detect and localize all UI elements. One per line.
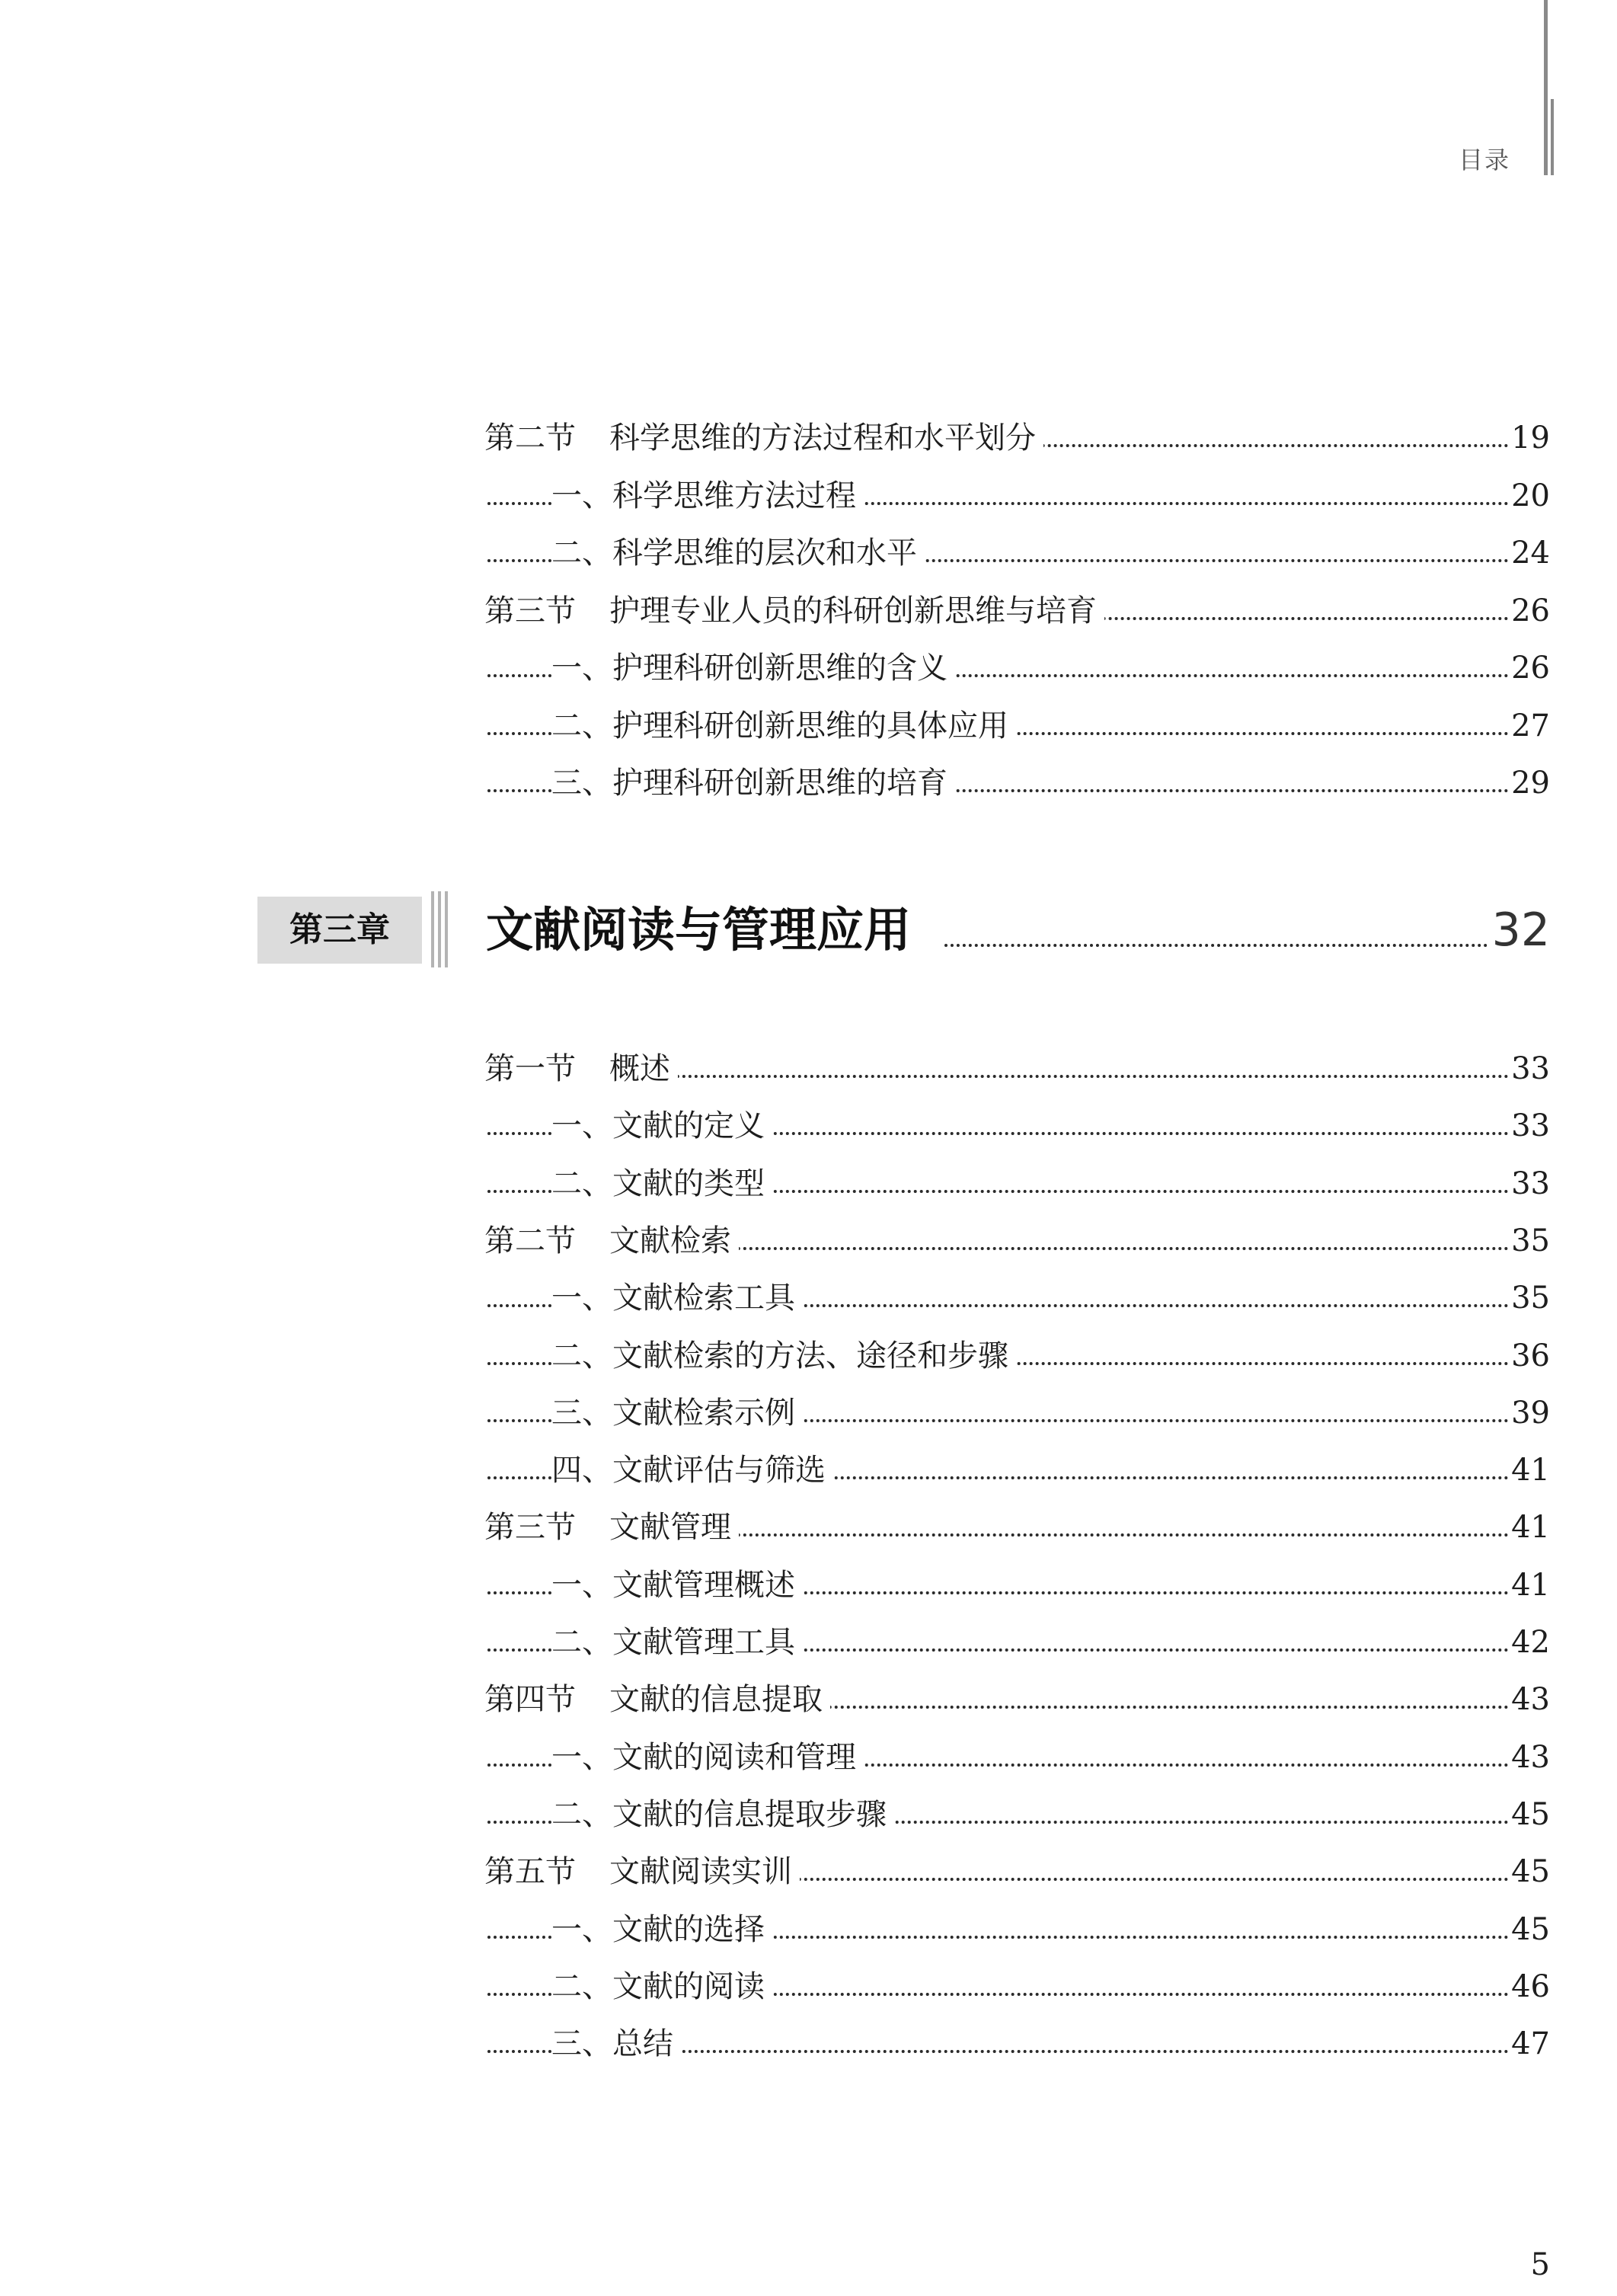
toc-page-number: 41 bbox=[1508, 1562, 1550, 1608]
toc-entry-title: 一、文献的阅读和管理 bbox=[551, 1739, 856, 1775]
toc-entry-label bbox=[484, 1046, 678, 1092]
toc-entry-label bbox=[551, 2021, 681, 2067]
toc-page-number: 26 bbox=[1508, 645, 1550, 691]
section-number: 第二节 bbox=[484, 1223, 576, 1258]
section-number: 第五节 bbox=[484, 1854, 576, 1890]
toc-entry-label bbox=[551, 1275, 803, 1321]
toc-item[interactable] bbox=[0, 1562, 1617, 1608]
toc-page-number: 43 bbox=[1508, 1677, 1550, 1722]
toc-page-number: 20 bbox=[1508, 473, 1550, 519]
header-rule bbox=[1544, 0, 1555, 175]
toc-section[interactable] bbox=[0, 1505, 1617, 1550]
toc-entry-title: 二、文献的阅读 bbox=[551, 1968, 765, 2004]
section-number: 第三节 bbox=[484, 593, 576, 628]
toc-page-number: 45 bbox=[1508, 1907, 1550, 1952]
toc-entry-title: 三、总结 bbox=[551, 2026, 673, 2062]
toc-entry-title: 二、文献的信息提取步骤 bbox=[551, 1796, 887, 1832]
toc-item[interactable] bbox=[0, 703, 1617, 749]
toc-entry-label bbox=[551, 645, 955, 691]
toc-entry-title: 二、文献检索的方法、途径和步骤 bbox=[551, 1338, 1008, 1373]
toc-entry-label bbox=[551, 1964, 772, 2010]
toc-page-number: 39 bbox=[1508, 1390, 1550, 1436]
toc-entry-label bbox=[551, 1103, 772, 1149]
chapter-page-number: 32 bbox=[1488, 894, 1550, 967]
page-number: 5 bbox=[1530, 2247, 1550, 2282]
header-rule-short bbox=[1551, 99, 1554, 175]
toc-entry-title: 一、文献的定义 bbox=[551, 1108, 765, 1144]
toc-item[interactable] bbox=[0, 1620, 1617, 1665]
toc-entry-title: 一、科学思维方法过程 bbox=[551, 478, 856, 513]
toc-entry-label bbox=[551, 530, 925, 576]
toc-entry-label bbox=[551, 1907, 772, 1952]
toc-entry-label bbox=[551, 1735, 864, 1780]
toc-section[interactable] bbox=[0, 1849, 1617, 1895]
toc-entry-label bbox=[551, 1390, 803, 1436]
toc-entry-title: 科学思维的方法过程和水平划分 bbox=[609, 421, 1036, 456]
toc-page-number: 46 bbox=[1508, 1964, 1550, 2010]
toc-item[interactable] bbox=[0, 1333, 1617, 1379]
toc-item[interactable] bbox=[0, 1161, 1617, 1207]
toc-item[interactable] bbox=[0, 530, 1617, 576]
running-head: 目录 bbox=[1458, 145, 1510, 174]
toc-item[interactable] bbox=[0, 1792, 1617, 1837]
toc-page-number: 45 bbox=[1508, 1792, 1550, 1837]
toc-item[interactable] bbox=[0, 1390, 1617, 1436]
toc-entry-title: 文献的信息提取 bbox=[609, 1682, 823, 1718]
chapter-divider-bars bbox=[431, 891, 454, 967]
toc-entry-label bbox=[484, 415, 1043, 461]
toc-entry-label bbox=[484, 1849, 800, 1895]
toc-page-number: 26 bbox=[1508, 588, 1550, 634]
toc-item[interactable] bbox=[0, 645, 1617, 691]
toc-entry-label bbox=[551, 1562, 803, 1608]
toc-item[interactable] bbox=[0, 1907, 1617, 1952]
toc-entry-label bbox=[551, 1161, 772, 1207]
toc-entry-label bbox=[551, 1620, 803, 1665]
toc-page-number: 41 bbox=[1508, 1505, 1550, 1550]
toc-page-number: 33 bbox=[1508, 1161, 1550, 1207]
toc-section[interactable] bbox=[0, 1046, 1617, 1092]
toc-page-number: 27 bbox=[1508, 703, 1550, 749]
toc-entry-label bbox=[484, 588, 1104, 634]
toc-item[interactable] bbox=[0, 760, 1617, 806]
toc-entry-title: 二、文献的类型 bbox=[551, 1166, 765, 1201]
chapter-leader-dots bbox=[944, 944, 1494, 947]
toc-item[interactable] bbox=[0, 1964, 1617, 2010]
section-number: 第一节 bbox=[484, 1051, 576, 1086]
toc-entry-label bbox=[551, 1333, 1016, 1379]
toc-item[interactable] bbox=[0, 1735, 1617, 1780]
toc-page-number: 33 bbox=[1508, 1103, 1550, 1149]
toc-entry-label bbox=[484, 1505, 739, 1550]
toc-section[interactable] bbox=[0, 588, 1617, 634]
section-number: 第三节 bbox=[484, 1510, 576, 1546]
toc-entry-label bbox=[551, 1447, 833, 1493]
toc-page-number: 42 bbox=[1508, 1620, 1550, 1665]
toc-page-number: 45 bbox=[1508, 1849, 1550, 1895]
toc-entry-title: 护理专业人员的科研创新思维与培育 bbox=[609, 593, 1097, 628]
toc-section[interactable] bbox=[0, 1677, 1617, 1722]
toc-item[interactable] bbox=[0, 1275, 1617, 1321]
section-number: 第四节 bbox=[484, 1682, 576, 1718]
toc-entry-title: 一、护理科研创新思维的含义 bbox=[551, 651, 948, 686]
toc-page-number: 41 bbox=[1508, 1447, 1550, 1493]
toc-entry-title: 二、护理科研创新思维的具体应用 bbox=[551, 708, 1008, 743]
header-rule-long bbox=[1544, 0, 1548, 175]
chapter-heading[interactable] bbox=[0, 887, 1617, 971]
toc-entry-title: 二、科学思维的层次和水平 bbox=[551, 536, 917, 571]
toc-page-number: 35 bbox=[1508, 1275, 1550, 1321]
toc-entry-label bbox=[484, 1677, 830, 1722]
section-number: 第二节 bbox=[484, 421, 576, 456]
toc-entry-title: 一、文献管理概述 bbox=[551, 1567, 795, 1603]
toc-entry-title: 三、文献检索示例 bbox=[551, 1395, 795, 1431]
toc-entry-label bbox=[484, 1218, 739, 1264]
toc-section[interactable] bbox=[0, 415, 1617, 461]
toc-entry-title: 三、护理科研创新思维的培育 bbox=[551, 766, 948, 801]
toc-entry-label bbox=[551, 703, 1016, 749]
toc-page-number: 33 bbox=[1508, 1046, 1550, 1092]
toc-entry-title: 文献阅读实训 bbox=[609, 1854, 792, 1890]
toc-page-number: 24 bbox=[1508, 530, 1550, 576]
toc-item[interactable] bbox=[0, 1103, 1617, 1149]
toc-entry-title: 概述 bbox=[609, 1051, 670, 1086]
toc-entry-label bbox=[551, 760, 955, 806]
toc-page-number: 47 bbox=[1508, 2021, 1550, 2067]
toc-page-number: 35 bbox=[1508, 1218, 1550, 1264]
toc-entry-title: 四、文献评估与筛选 bbox=[551, 1453, 826, 1489]
toc-page-number: 29 bbox=[1508, 760, 1550, 806]
toc-entry-label bbox=[551, 1792, 894, 1837]
toc-entry-title: 二、文献管理工具 bbox=[551, 1625, 795, 1660]
toc-page-number: 19 bbox=[1508, 415, 1550, 461]
toc-entry-label bbox=[551, 473, 864, 519]
toc-item[interactable] bbox=[0, 473, 1617, 519]
toc-entry-title: 一、文献检索工具 bbox=[551, 1281, 795, 1316]
toc-page-number: 43 bbox=[1508, 1735, 1550, 1780]
toc-item[interactable] bbox=[0, 2021, 1617, 2067]
toc-page-number: 36 bbox=[1508, 1333, 1550, 1379]
toc-section[interactable] bbox=[0, 1218, 1617, 1264]
chapter-title: 文献阅读与管理应用 bbox=[486, 894, 920, 967]
toc-item[interactable] bbox=[0, 1447, 1617, 1493]
toc-entry-title: 一、文献的选择 bbox=[551, 1911, 765, 1947]
toc-entry-title: 文献管理 bbox=[609, 1510, 731, 1546]
toc-entry-title: 文献检索 bbox=[609, 1223, 731, 1258]
chapter-badge: 第三章 bbox=[257, 897, 422, 964]
